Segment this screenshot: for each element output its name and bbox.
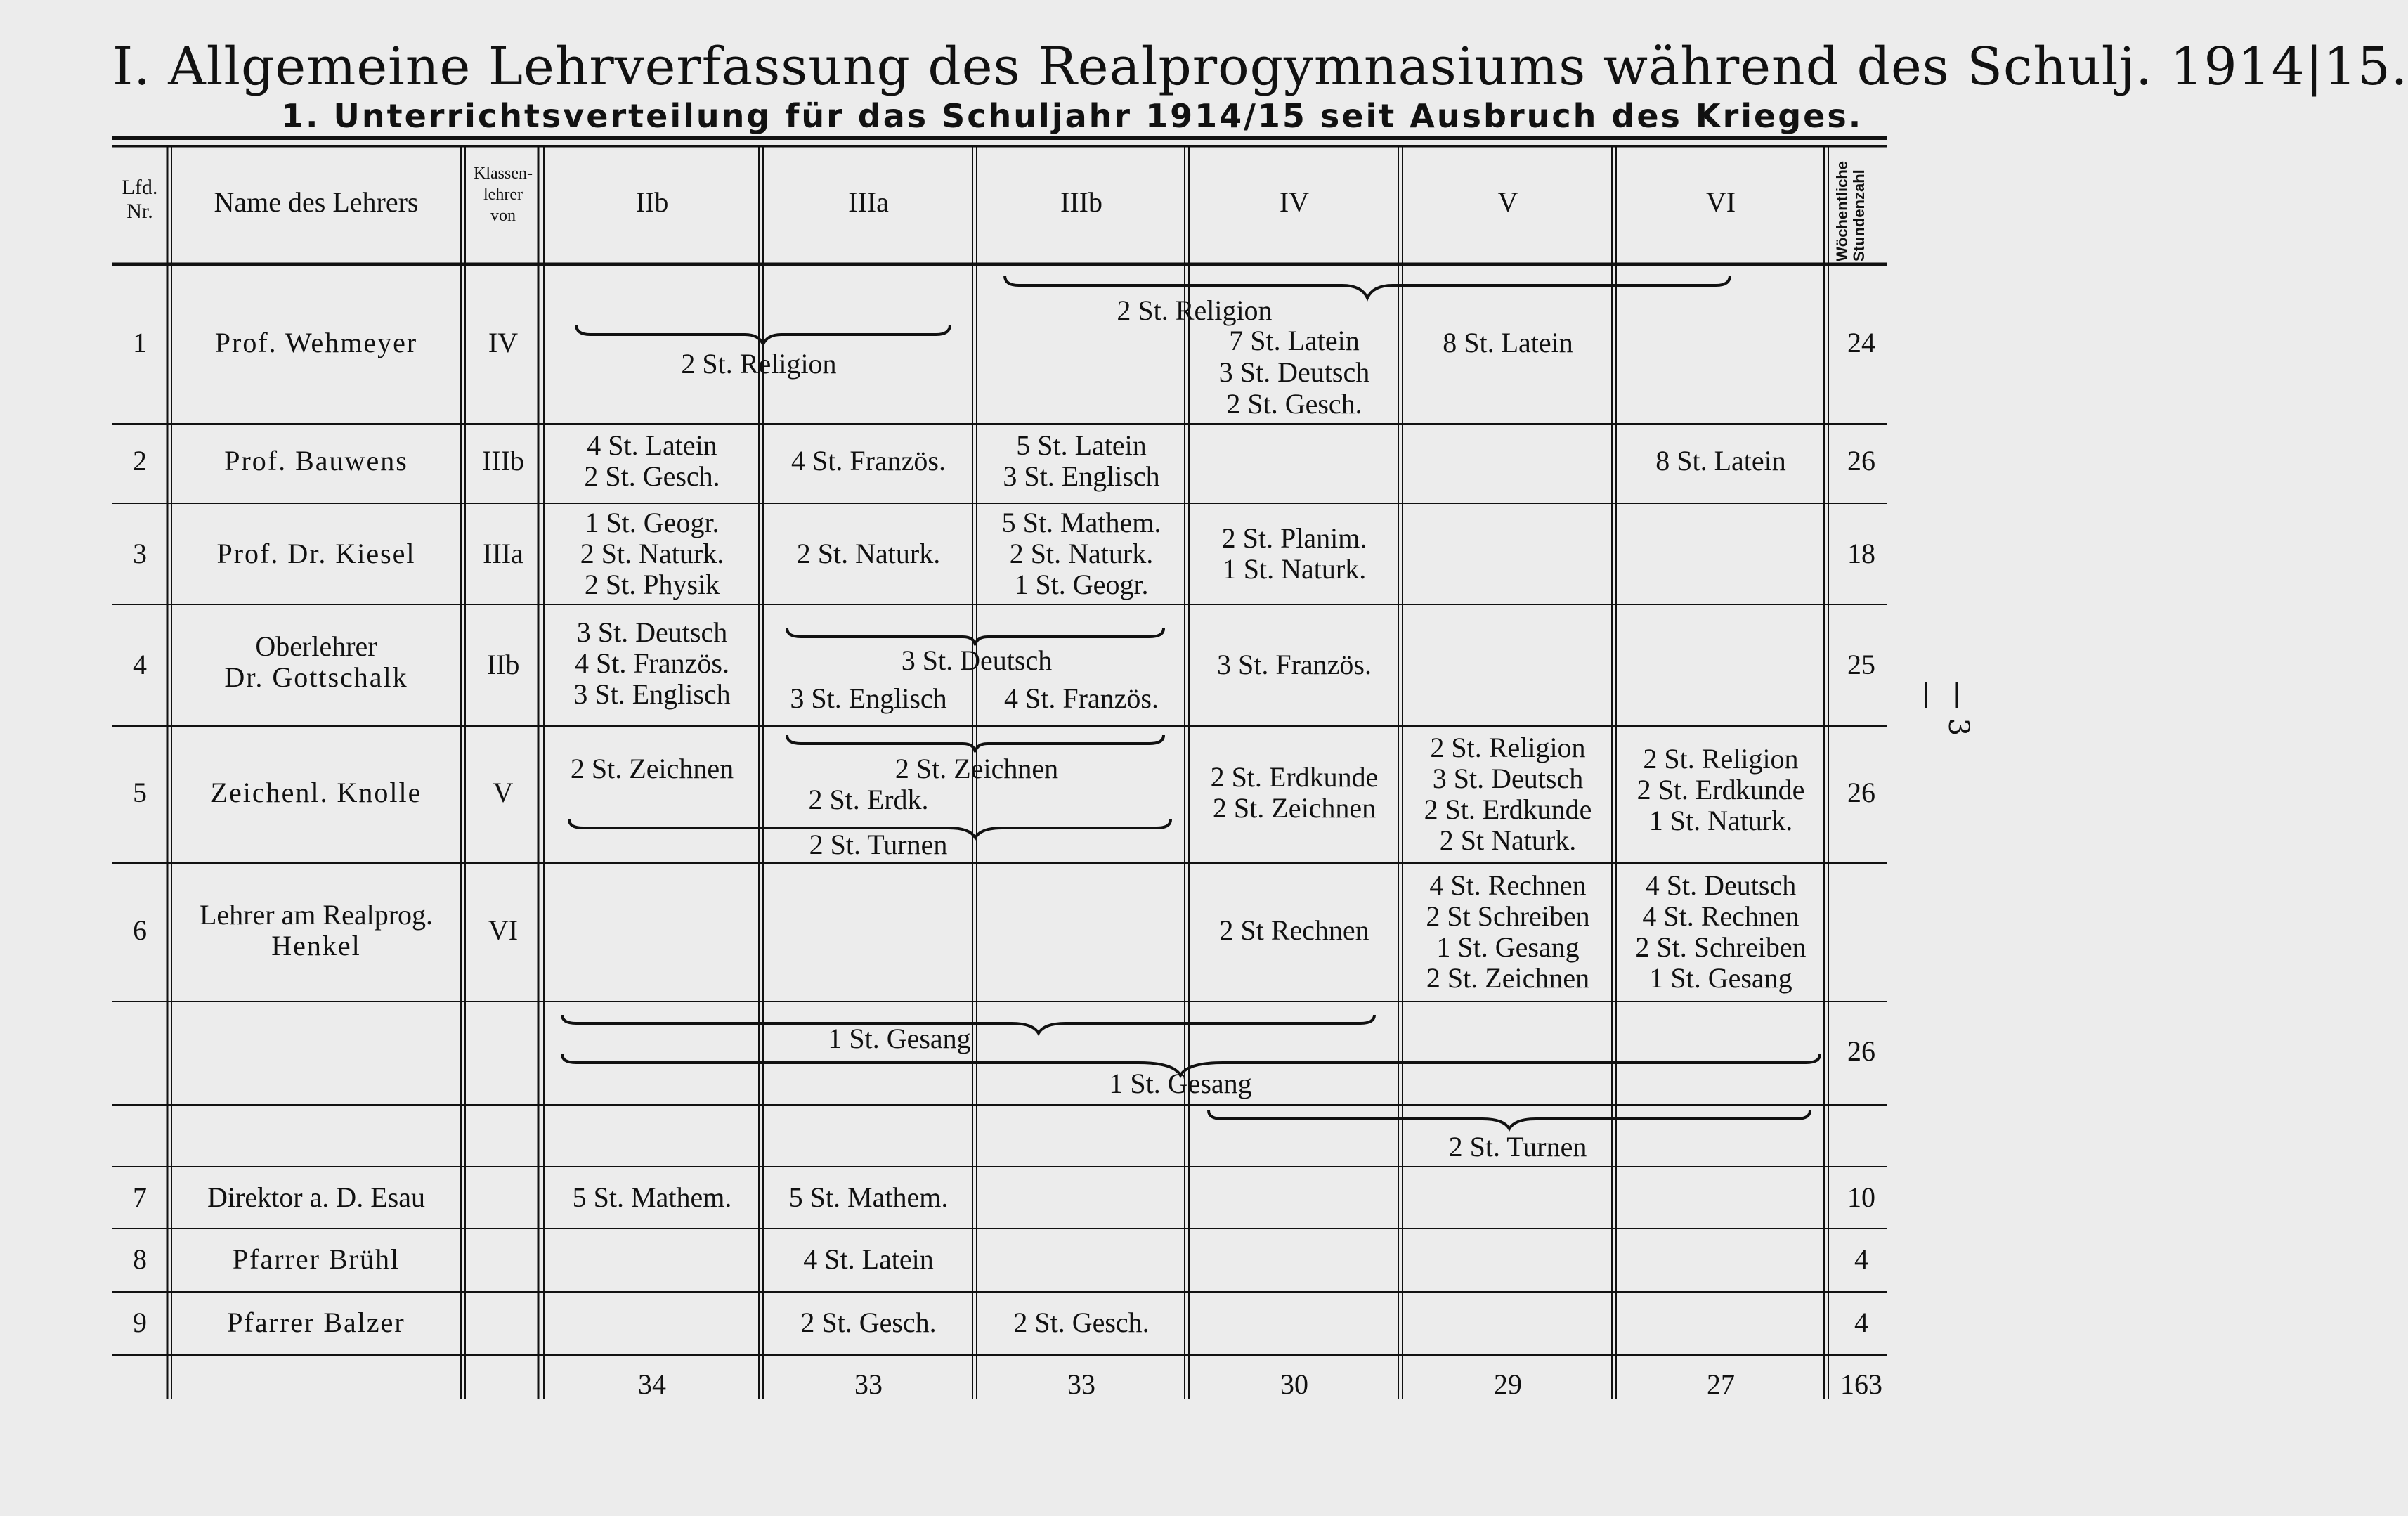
row6-IV: 2 St Rechnen (1219, 914, 1369, 946)
row6-nr: 6 (133, 914, 147, 946)
row5-V: 2 St. Religion 3 St. Deutsch 2 St. Erdkunde 2 St Naturk. (1424, 732, 1592, 856)
row2-name: Prof. Bauwens (224, 445, 408, 477)
row4-klasse: IIb (486, 649, 520, 680)
row8-nr: 8 (133, 1243, 147, 1275)
row2-IIIb: 5 St. Latein 3 St. Englisch (1003, 429, 1160, 492)
page-title: I. Allgemeine Lehrverfassung des Realprogymnasiums während des Schulj. 1914|15. (112, 37, 2408, 97)
row6-gesang2: 1 St. Gesang (1109, 1068, 1252, 1099)
row9-name: Pfarrer Balzer (227, 1307, 405, 1338)
row5-VI: 2 St. Religion 2 St. Erdkunde 1 St. Naturk. (1636, 743, 1805, 836)
row5-klasse: V (493, 777, 514, 808)
row7-nr: 7 (133, 1181, 147, 1213)
row7-hours: 10 (1847, 1181, 1875, 1213)
page-subtitle: 1. Unterrichtsverteilung für das Schuljahr 1914/15 seit Ausbruch des Krieges. (281, 97, 1863, 135)
row3-IIb: 1 St. Geogr. 2 St. Naturk. 2 St. Physik (580, 507, 724, 600)
row8-hours: 4 (1854, 1243, 1868, 1275)
row4-deutsch-shared: 3 St. Deutsch (901, 644, 1053, 676)
row6-hours: 26 (1847, 1035, 1875, 1067)
row4-IIb: 3 St. Deutsch 4 St. Französ. 3 St. Englisch (573, 616, 731, 710)
row4-hours: 25 (1847, 649, 1875, 680)
row2-klasse: IIIb (482, 445, 524, 477)
row5-turnen-shared: 2 St. Turnen (809, 829, 948, 860)
row2-nr: 2 (133, 445, 147, 477)
total-IIIb: 33 (1067, 1368, 1095, 1400)
row9-nr: 9 (133, 1307, 147, 1338)
row3-name: Prof. Dr. Kiesel (216, 538, 416, 569)
header-nr: Lfd. Nr. (122, 176, 158, 223)
row1-religion-IIb-IIIa: 2 St. Religion (681, 348, 837, 380)
row2-IIIa: 4 St. Französ. (791, 445, 946, 477)
header-class-IIIb: IIIb (1060, 186, 1102, 218)
row3-IV: 2 St. Planim. 1 St. Naturk. (1221, 522, 1367, 585)
header-klassenlehrer: Klassen- lehrer von (474, 164, 533, 225)
row9-IIIa: 2 St. Gesch. (800, 1307, 937, 1338)
row3-nr: 3 (133, 538, 147, 569)
header-wochen: Wöchentliche Stundenzahl (1833, 160, 1868, 261)
row1-name: Prof. Wehmeyer (214, 327, 418, 358)
row3-klasse: IIIa (483, 538, 523, 569)
row9-IIIb: 2 St. Gesch. (1013, 1307, 1150, 1338)
row6-gesang1: 1 St. Gesang (828, 1023, 971, 1054)
total-IV: 30 (1280, 1368, 1308, 1400)
row8-IIIa: 4 St. Latein (803, 1243, 934, 1275)
total-V: 29 (1494, 1368, 1522, 1400)
row2-VI: 8 St. Latein (1655, 445, 1786, 477)
row2-hours: 26 (1847, 445, 1875, 477)
row9-hours: 4 (1854, 1307, 1868, 1338)
row6-VI: 4 St. Deutsch 4 St. Rechnen 2 St. Schreiben 1 St. Gesang (1635, 869, 1807, 994)
total-VI: 27 (1707, 1368, 1735, 1400)
total-IIb: 34 (638, 1368, 666, 1400)
row5-IIIa: 2 St. Erdk. (808, 784, 929, 815)
page-number: — 3 — (1911, 681, 1974, 737)
header-class-V: V (1497, 186, 1518, 218)
total-IIIa: 33 (854, 1368, 883, 1400)
row2-IIb: 4 St. Latein 2 St. Gesch. (584, 429, 720, 492)
row5-IIb: 2 St. Zeichnen (570, 753, 734, 784)
row1-klasse: IV (488, 327, 519, 358)
row1-nr: 1 (133, 327, 147, 358)
row6-klasse: VI (488, 914, 519, 946)
row1-IV: 7 St. Latein 3 St. Deutsch 2 St. Gesch. (1218, 325, 1370, 420)
row4-nr: 4 (133, 649, 147, 680)
row7-name: Direktor a. D. Esau (207, 1181, 425, 1213)
row5-name: Zeichenl. Knolle (210, 777, 422, 808)
row7-IIIa: 5 St. Mathem. (788, 1181, 949, 1213)
row6-turnen: 2 St. Turnen (1448, 1131, 1587, 1162)
row7-IIb: 5 St. Mathem. (572, 1181, 732, 1213)
header-class-IV: IV (1279, 186, 1310, 218)
row4-IIIa: 3 St. Englisch (790, 682, 947, 714)
row6-name: Lehrer am Realprog. Henkel (199, 899, 434, 961)
total-sum: 163 (1840, 1368, 1882, 1400)
row6-V: 4 St. Rechnen 2 St Schreiben 1 St. Gesang 2 St. Zeichnen (1426, 869, 1590, 994)
header-name: Name des Lehrers (214, 186, 419, 218)
row5-hours: 26 (1847, 777, 1875, 808)
row1-religion-shared: 2 St. Religion (1117, 294, 1273, 326)
row3-hours: 18 (1847, 538, 1875, 569)
row3-IIIb: 5 St. Mathem. 2 St. Naturk. 1 St. Geogr. (1001, 507, 1161, 600)
row8-name: Pfarrer Brühl (232, 1243, 401, 1275)
row5-nr: 5 (133, 777, 147, 808)
row5-IV: 2 St. Erdkunde 2 St. Zeichnen (1210, 761, 1379, 824)
row5-zeichnen-shared: 2 St. Zeichnen (894, 753, 1059, 784)
header-class-VI: VI (1705, 186, 1736, 218)
row1-V: 8 St. Latein (1443, 327, 1573, 358)
header-class-IIb: IIb (635, 186, 669, 218)
row4-IV: 3 St. Französ. (1217, 649, 1372, 680)
row3-IIIa: 2 St. Naturk. (796, 538, 941, 569)
row4-IIIb: 4 St. Französ. (1004, 682, 1159, 714)
row1-hours: 24 (1847, 327, 1875, 358)
header-class-IIIa: IIIa (848, 186, 889, 218)
row4-name: Oberlehrer Dr. Gottschalk (224, 630, 408, 693)
